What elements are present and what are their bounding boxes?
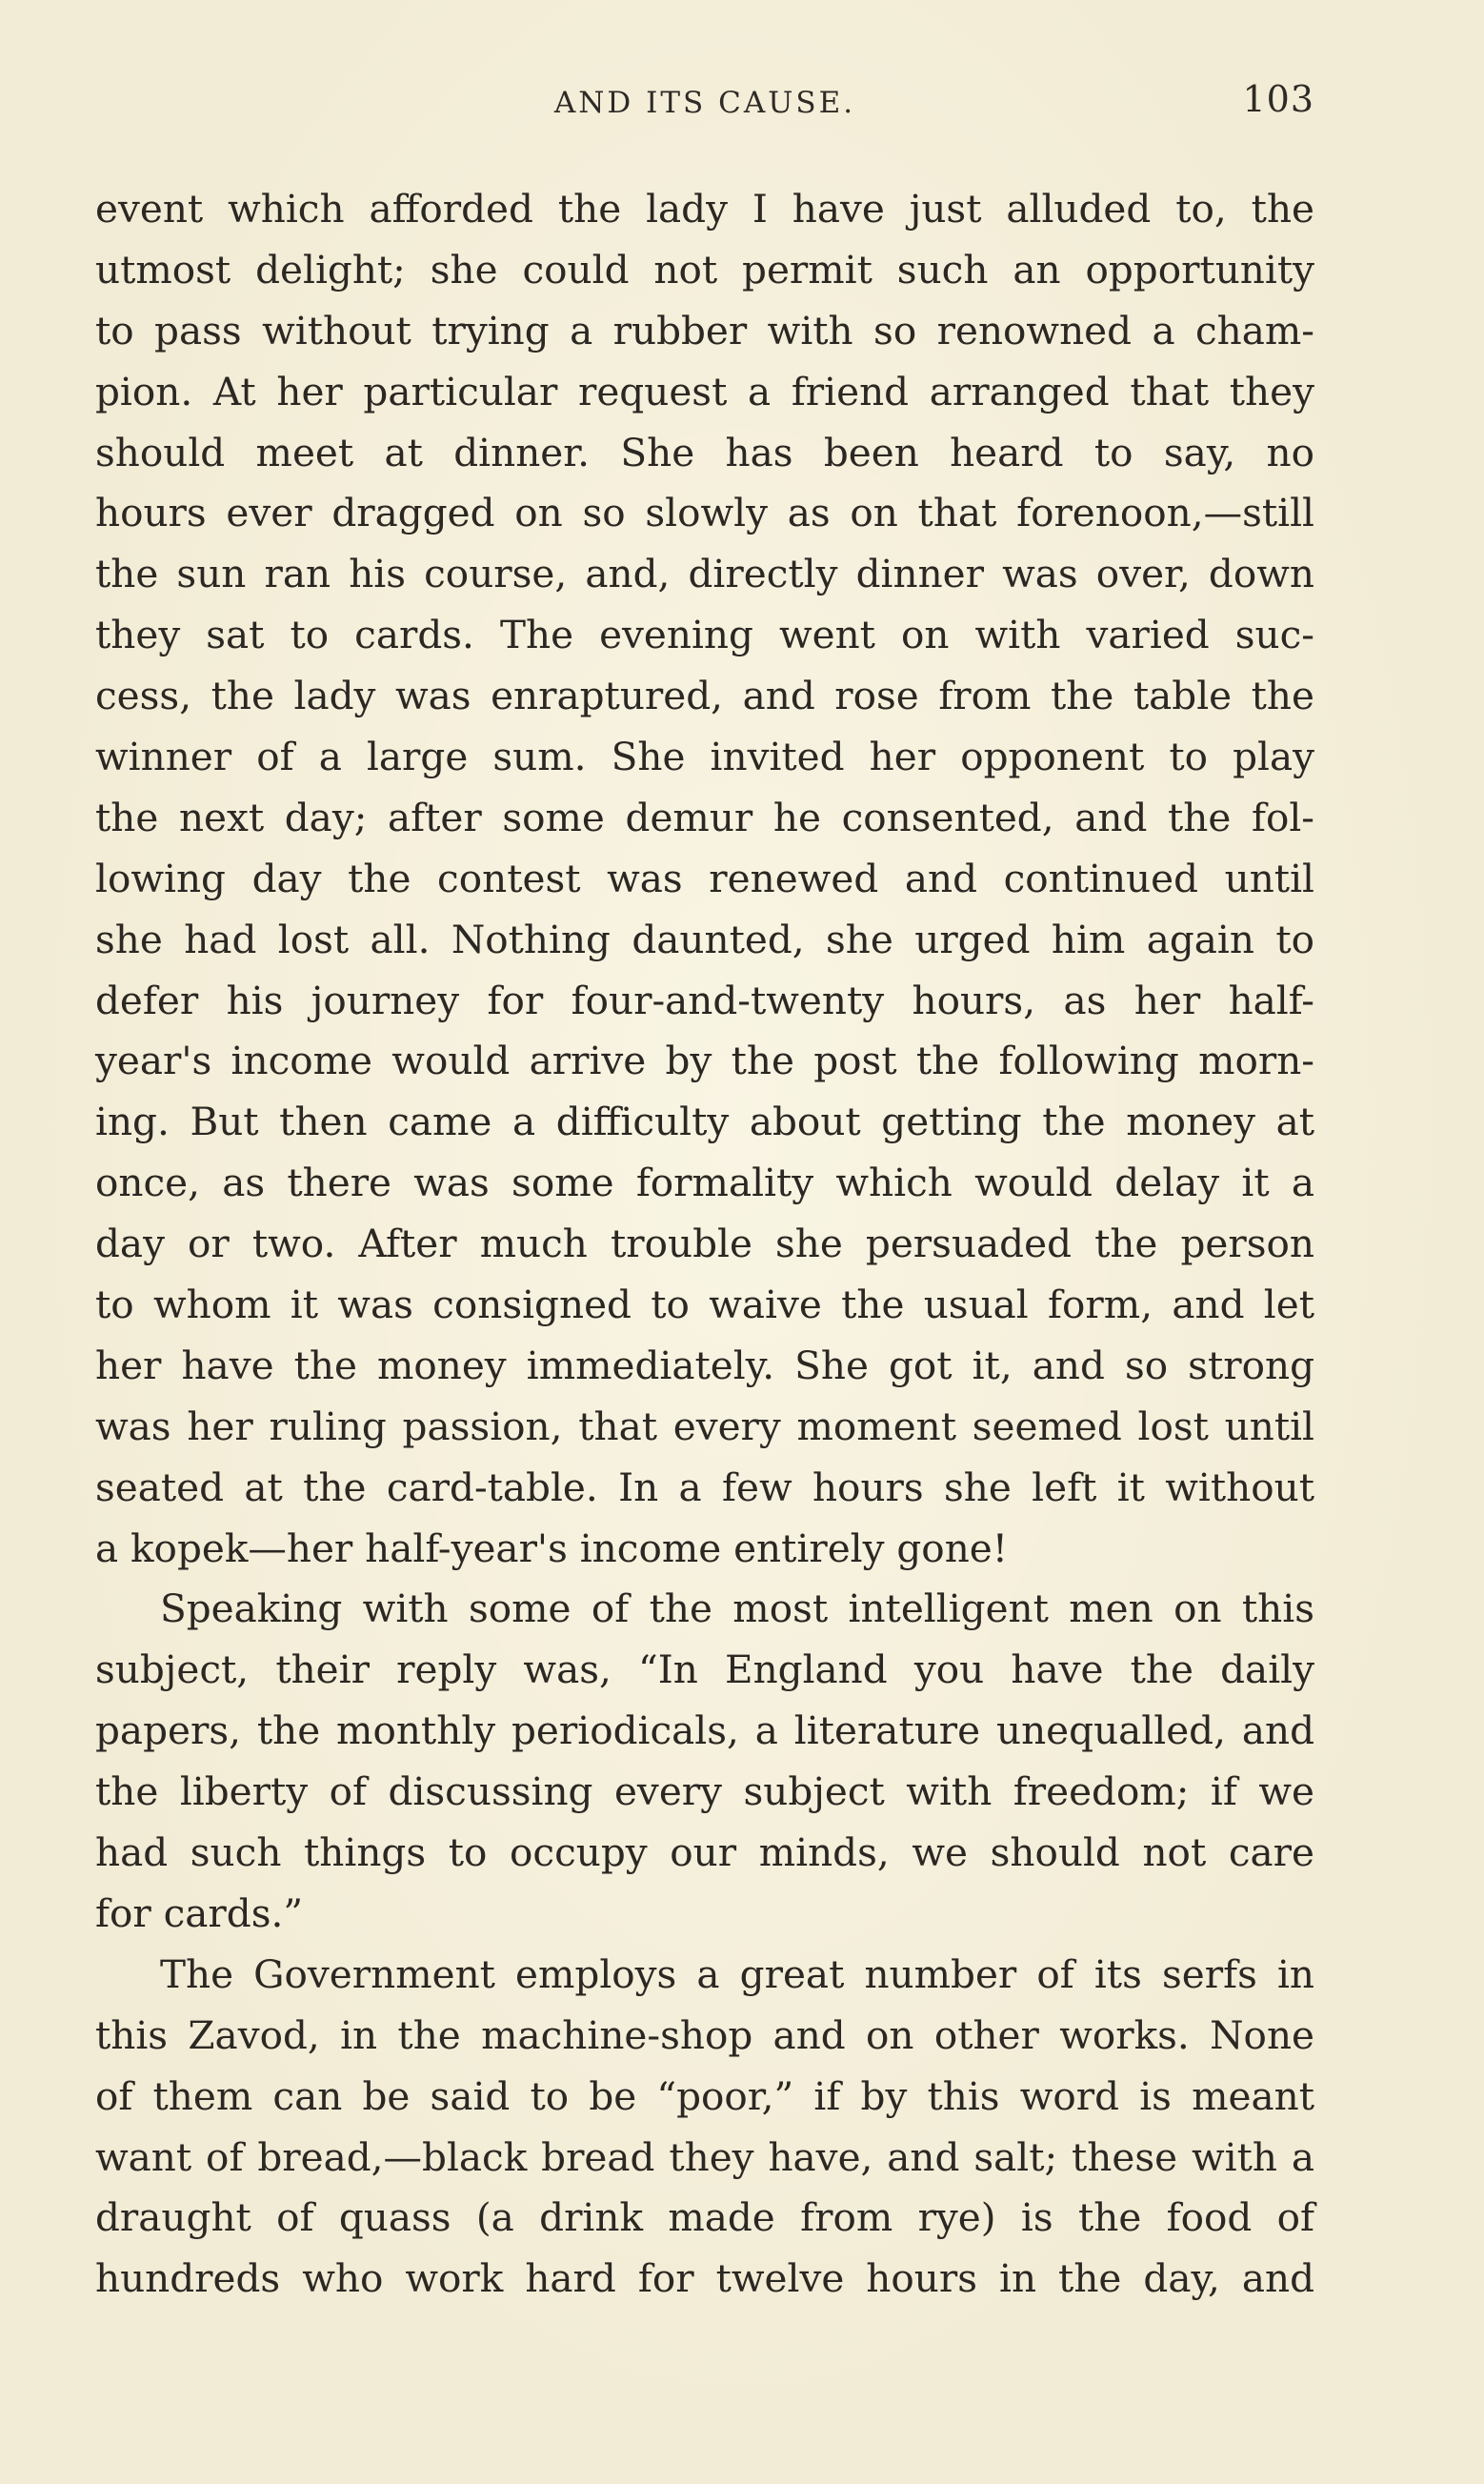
text-line: this Zavod, in the machine-shop and on other works. None	[95, 2011, 1314, 2058]
text-line: had such things to occupy our minds, we should not care	[95, 1829, 1314, 1876]
page-number: 103	[1242, 78, 1314, 120]
text-line-paragraph-end: a kopek—her half-year's income entirely gone!	[95, 1525, 1009, 1571]
text-line: defer his journey for four-and-twenty hours, as her half-	[95, 977, 1314, 1023]
text-line: hundreds who work hard for twelve hours in the day, and	[95, 2255, 1314, 2302]
text-line-paragraph-start: The Government employs a great number of its serfs in	[160, 1950, 1314, 1997]
text-line: year's income would arrive by the post the following morn-	[95, 1038, 1314, 1084]
text-line: the sun ran his course, and, directly dinner was over, down	[95, 551, 1314, 597]
text-line: cess, the lady was enraptured, and rose from the table the	[95, 673, 1314, 719]
text-line: seated at the card-table. In a few hours she left it without	[95, 1464, 1314, 1510]
text-line: hours ever dragged on so slowly as on that forenoon,—still	[95, 490, 1314, 536]
text-line: the liberty of discussing every subject with freedom; if we	[95, 1768, 1314, 1815]
text-line: should meet at dinner. She has been heard to say, no	[95, 429, 1314, 475]
text-line: subject, their reply was, “In England you have the daily	[95, 1646, 1314, 1693]
text-line: once, as there was some formality which would delay it a	[95, 1160, 1314, 1206]
text-line: utmost delight; she could not permit such an opportunity	[95, 246, 1314, 293]
text-line: she had lost all. Nothing daunted, she urged him again to	[95, 916, 1314, 962]
text-line: of them can be said to be “poor,” if by this word is meant	[95, 2072, 1314, 2119]
body-text	[95, 179, 1314, 2310]
text-line: draught of quass (a drink made from rye) is the food of	[95, 2194, 1314, 2241]
text-line: event which afforded the lady I have just alluded to, the	[95, 186, 1314, 232]
text-line: they sat to cards. The evening went on with varied suc-	[95, 612, 1314, 658]
text-line: day or two. After much trouble she persuaded the person	[95, 1221, 1314, 1267]
running-head: AND ITS CAUSE.	[553, 86, 856, 120]
text-line: lowing day the contest was renewed and continued until	[95, 855, 1314, 901]
text-line-paragraph-start: Speaking with some of the most intelligent men on this	[160, 1585, 1314, 1632]
text-line: to pass without trying a rubber with so renowned a cham-	[95, 307, 1314, 353]
page-header	[95, 78, 1314, 135]
text-line: pion. At her particular request a friend arranged that they	[95, 368, 1314, 414]
text-line: to whom it was consigned to waive the usual form, and let	[95, 1282, 1314, 1328]
text-line: her have the money immediately. She got it, and so strong	[95, 1342, 1314, 1388]
text-line: winner of a large sum. She invited her opponent to play	[95, 734, 1314, 780]
text-line: was her ruling passion, that every moment seemed lost until	[95, 1403, 1314, 1449]
text-line-paragraph-end: for cards.”	[95, 1889, 304, 1936]
text-line: want of bread,—black bread they have, and salt; these with a	[95, 2133, 1314, 2180]
text-line: the next day; after some demur he consented, and the fol-	[95, 794, 1314, 840]
text-line: ing. But then came a difficulty about getting the money at	[95, 1099, 1314, 1145]
text-line: papers, the monthly periodicals, a literature unequalled, and	[95, 1707, 1314, 1754]
